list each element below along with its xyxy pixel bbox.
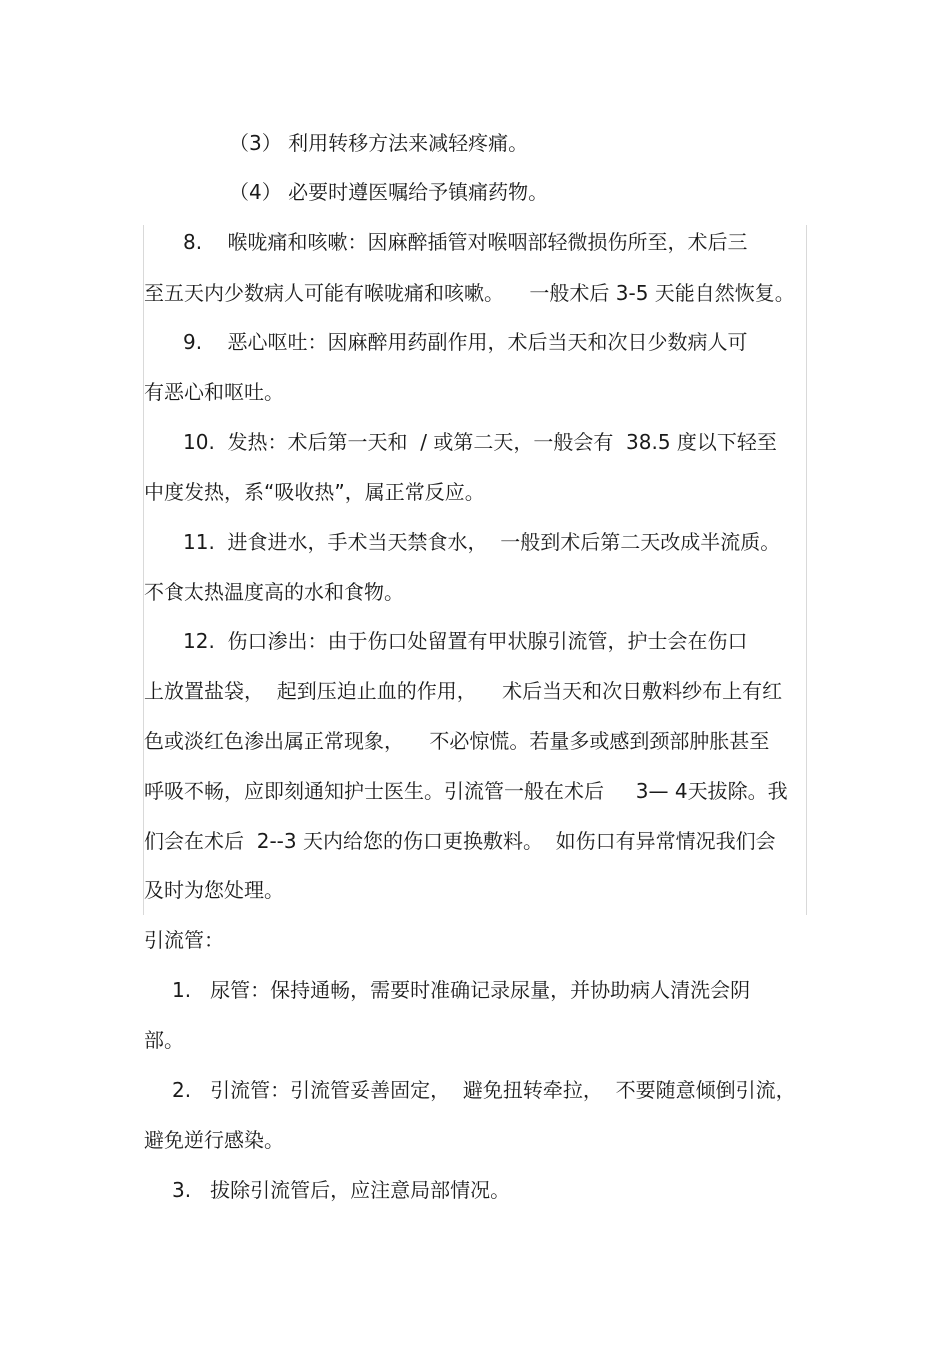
text-line: （3） 利用转移方法来减轻疼痛。 xyxy=(229,131,529,155)
text-line: 避免逆行感染。 xyxy=(144,1128,284,1152)
right-margin-rule xyxy=(806,225,807,915)
text-line: 12. 伤口渗出：由于伤口处留置有甲状腺引流管，护士会在伤口 xyxy=(183,629,748,653)
text-line: 10. 发热：术后第一天和 / 或第二天，一般会有 38.5 度以下轻至 xyxy=(183,430,777,454)
text-line: 至五天内少数病人可能有喉咙痛和咳嗽。 一般术后 3-5 天能自然恢复。 xyxy=(144,281,795,305)
text-line: 及时为您处理。 xyxy=(144,878,284,902)
text-line: 部。 xyxy=(144,1028,184,1052)
text-line: 8. 喉咙痛和咳嗽：因麻醉插管对喉咽部轻微损伤所至，术后三 xyxy=(183,230,748,254)
text-line: 色或淡红色渗出属正常现象， 不必惊慌。若量多或感到颈部肿胀甚至 xyxy=(144,729,770,753)
text-line: 上放置盐袋， 起到压迫止血的作用， 术后当天和次日敷料纱布上有红 xyxy=(144,679,783,703)
text-line: 1. 尿管：保持通畅，需要时准确记录尿量，并协助病人清洗会阴 xyxy=(172,978,751,1002)
text-line: 不食太热温度高的水和食物。 xyxy=(144,580,404,604)
text-line: 们会在术后 2--3 天内给您的伤口更换敷料。 如伤口有异常情况我们会 xyxy=(144,829,776,853)
section-heading: 引流管： xyxy=(144,928,224,952)
left-margin-rule xyxy=(143,225,144,915)
text-line: 11. 进食进水，手术当天禁食水， 一般到术后第二天改成半流质。 xyxy=(183,530,781,554)
text-line: 9. 恶心呕吐：因麻醉用药副作用，术后当天和次日少数病人可 xyxy=(183,330,748,354)
text-line: （4） 必要时遵医嘱给予镇痛药物。 xyxy=(229,180,549,204)
text-line: 有恶心和呕吐。 xyxy=(144,380,284,404)
text-line: 呼吸不畅，应即刻通知护士医生。引流管一般在术后 3— 4天拔除。我 xyxy=(144,779,788,803)
text-line: 中度发热，系“吸收热”，属正常反应。 xyxy=(144,480,485,504)
text-line: 3. 拔除引流管后，应注意局部情况。 xyxy=(172,1178,511,1202)
text-line: 2. 引流管：引流管妥善固定， 避免扭转牵拉， 不要随意倾倒引流， xyxy=(172,1078,796,1102)
